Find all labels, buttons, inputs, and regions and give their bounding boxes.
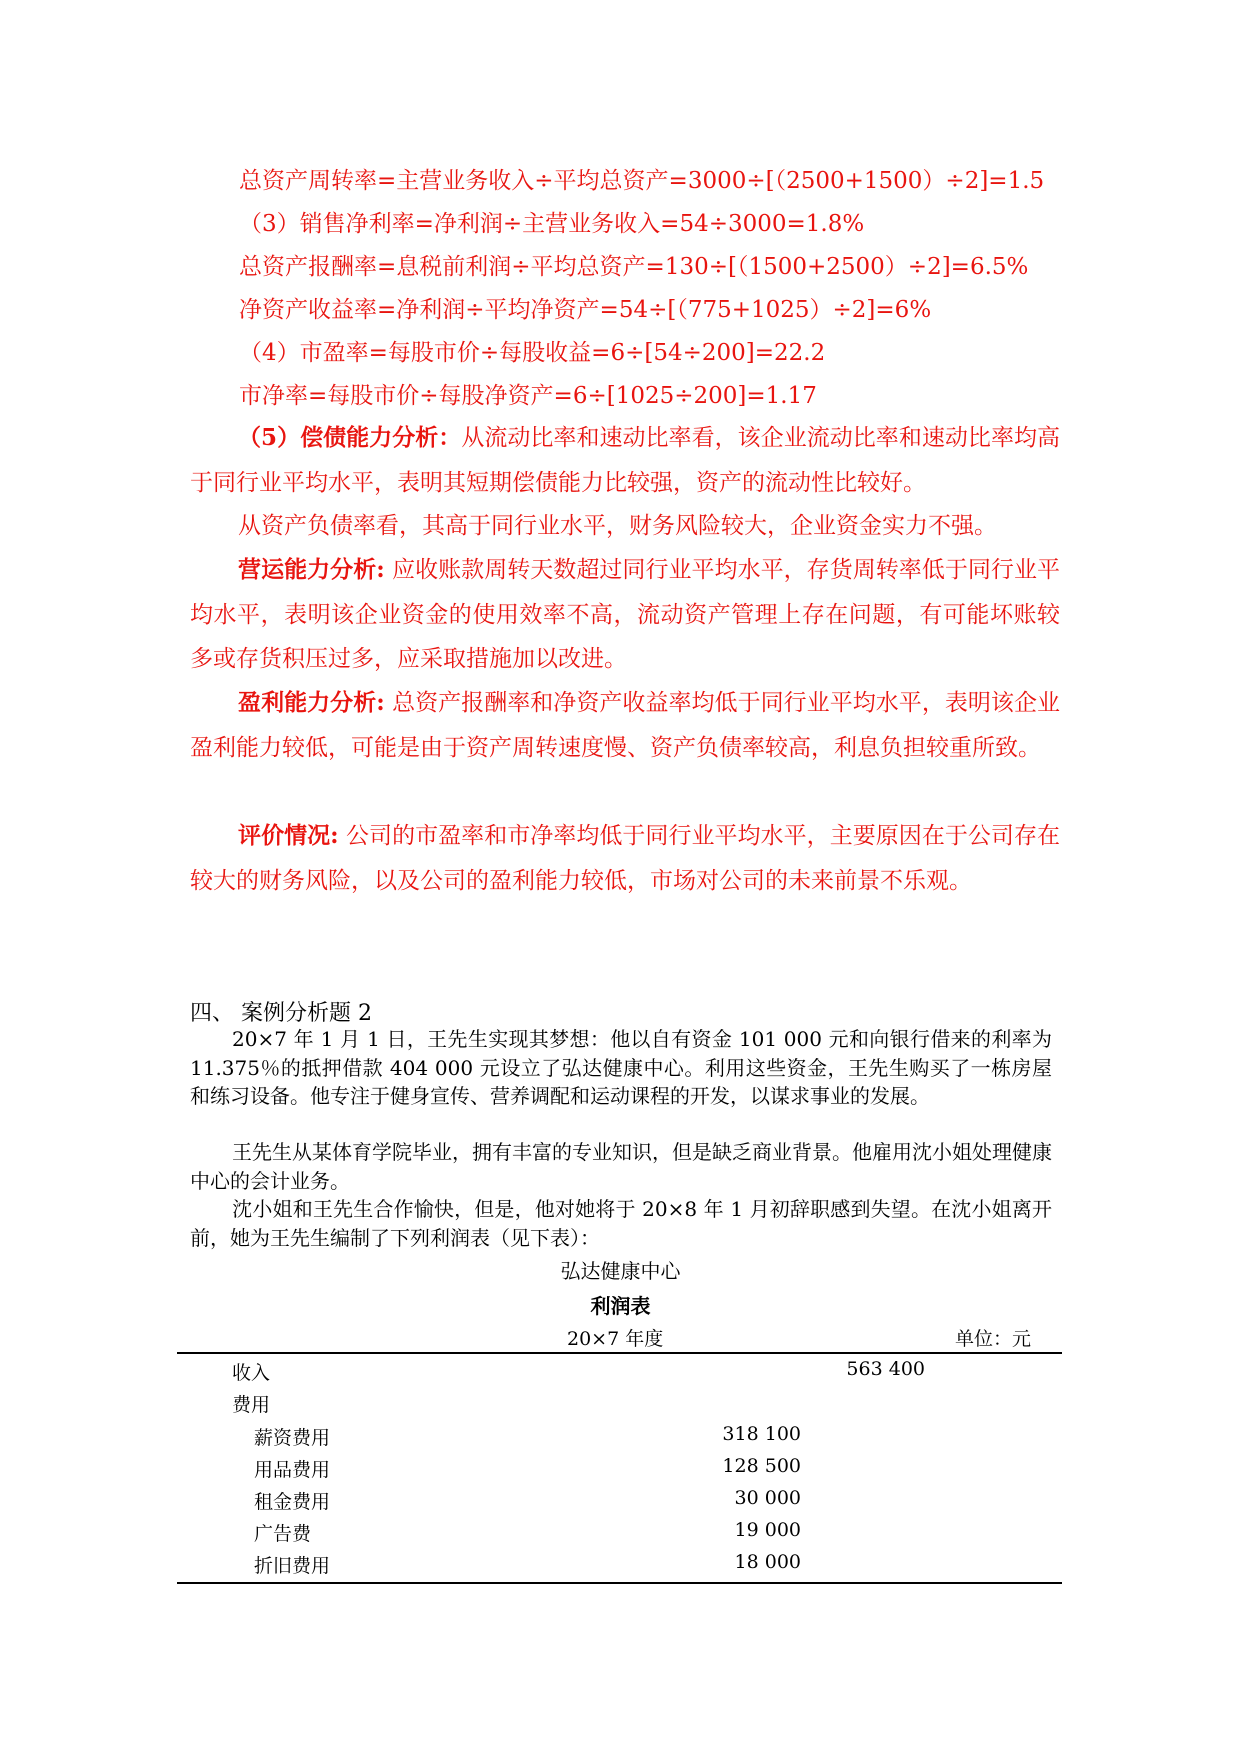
expense-row-value: 318 100	[722, 1423, 801, 1445]
debt-ratio-paragraph	[190, 504, 1060, 549]
evaluation-text: 公司的市盈率和市净率均低于同行业平均水平，主要原因在于公司存在较大的财务风险，以及公司的盈利能力较低，市场对公司的未来前景不乐观。	[190, 823, 1060, 894]
formula-total-asset-return: 总资产报酬率=息税前利润÷平均总资产=130÷[（1500+2500）÷2]=6.5%	[239, 254, 1029, 280]
expense-row-label: 租金费用	[254, 1491, 331, 1513]
case-paragraph-1-text: 20×7 年 1 月 1 日，王先生实现其梦想：他以自有资金 101 000 元和向银行借来的利率为 11.375％的抵押借款 404 000 元设立了弘达健康中心。利用这些资金，王先生购买了一栋房屋和练习设备。他专注于健身宣传、营养调配和运动课程的开发，以谋求事业的发展。	[190, 1027, 1052, 1108]
profitability-analysis-paragraph	[190, 681, 1060, 770]
solvency-analysis-label: （5）偿债能力分析：	[238, 424, 462, 451]
formula-pb-ratio: 市净率=每股市价÷每股净资产=6÷[1025÷200]=1.17	[239, 383, 817, 409]
operating-analysis-text: 应收账款周转天数超过同行业平均水平，存货周转率低于同行业平均水平，表明该企业资金的使用效率不高，流动资产管理上存在问题，有可能坏账较多或存货积压过多，应采取措施加以改进。	[190, 557, 1061, 672]
expense-label: 费用	[232, 1394, 271, 1416]
case-paragraph-2	[190, 1138, 1052, 1195]
case-heading: 四、 案例分析题 2	[190, 1001, 372, 1026]
solvency-analysis-paragraph	[190, 416, 1060, 505]
revenue-label: 收入	[232, 1362, 271, 1384]
case-paragraph-2-text: 王先生从某体育学院毕业，拥有丰富的专业知识，但是缺乏商业背景。他雇用沈小姐处理健康中心的会计业务。	[190, 1140, 1052, 1193]
formula-roe: 净资产收益率=净利润÷平均净资产=54÷[（775+1025）÷2]=6%	[239, 297, 932, 323]
statement-unit: 单位：元	[955, 1328, 1032, 1350]
evaluation-label: 评价情况:	[238, 822, 339, 849]
statement-company: 弘达健康中心	[560, 1259, 681, 1283]
expense-row-value: 30 000	[734, 1487, 801, 1509]
statement-title: 利润表	[590, 1294, 651, 1318]
expense-row-label: 广告费	[254, 1523, 312, 1545]
formula-total-asset-turnover: 总资产周转率=主营业务收入÷平均总资产=3000÷[（2500+1500）÷2]=1.5	[239, 168, 1045, 194]
case-paragraph-1	[190, 1025, 1052, 1111]
statement-bottom-rule	[177, 1582, 1062, 1584]
evaluation-paragraph	[190, 814, 1060, 903]
expense-row-label: 折旧费用	[254, 1555, 331, 1577]
expense-row-value: 18 000	[734, 1551, 801, 1573]
operating-analysis-paragraph	[190, 548, 1060, 682]
expense-row-value: 19 000	[734, 1519, 801, 1541]
case-paragraph-3-text: 沈小姐和王先生合作愉快，但是，他对她将于 20×8 年 1 月初辞职感到失望。在沈小姐离开前，她为王先生编制了下列利润表（见下表）：	[190, 1197, 1052, 1250]
solvency-analysis-text: 从流动比率和速动比率看，该企业流动比率和速动比率均高于同行业平均水平，表明其短期偿债能力比较强，资产的流动性比较好。	[190, 425, 1060, 496]
profitability-analysis-text: 总资产报酬率和净资产收益率均低于同行业平均水平，表明该企业盈利能力较低，可能是由于资产周转速度慢、资产负债率较高，利息负担较重所致。	[190, 690, 1061, 761]
debt-ratio-text: 从资产负债率看，其高于同行业水平，财务风险较大，企业资金实力不强。	[238, 513, 997, 539]
statement-period: 20×7 年度	[567, 1328, 664, 1350]
formula-net-profit-margin: （3）销售净利率=净利润÷主营业务收入=54÷3000=1.8%	[239, 211, 865, 237]
expense-row-label: 用品费用	[254, 1459, 331, 1481]
profitability-analysis-label: 盈利能力分析:	[238, 689, 385, 716]
operating-analysis-label: 营运能力分析:	[238, 556, 385, 583]
expense-row-value: 128 500	[722, 1455, 801, 1477]
statement-top-rule	[177, 1352, 1062, 1354]
case-paragraph-3	[190, 1195, 1052, 1252]
expense-row-label: 薪资费用	[254, 1427, 331, 1449]
formula-pe-ratio: （4）市盈率=每股市价÷每股收益=6÷[54÷200]=22.2	[239, 340, 826, 366]
revenue-value: 563 400	[846, 1358, 925, 1380]
